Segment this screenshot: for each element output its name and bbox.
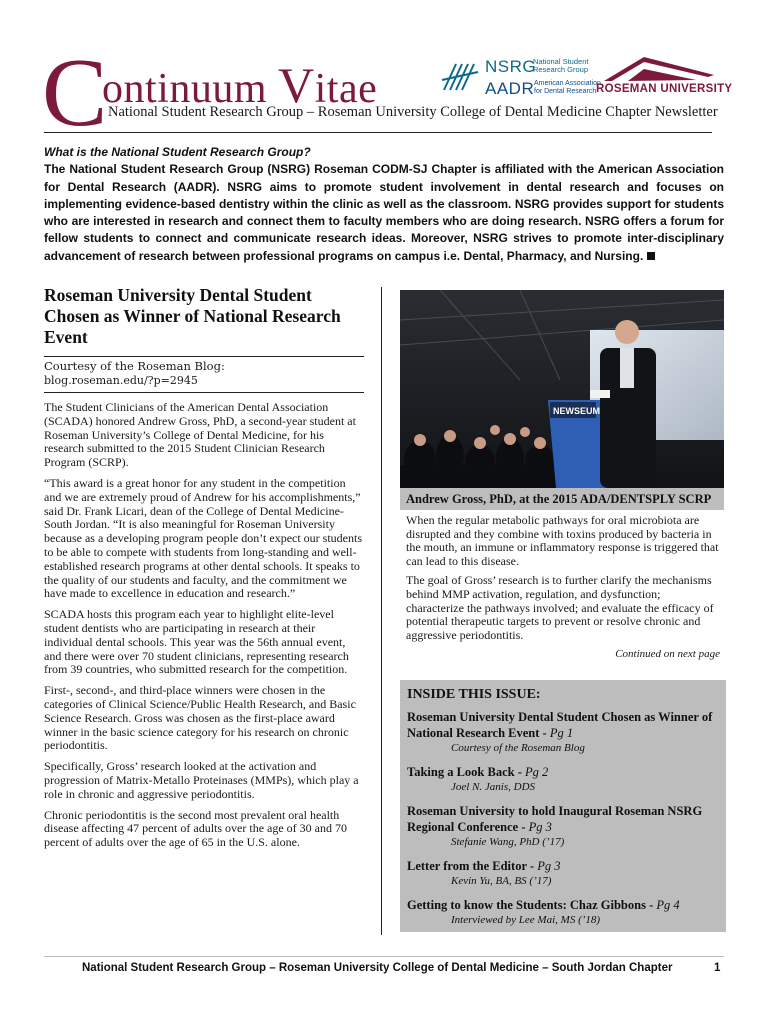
- article-paragraph: Chronic periodontitis is the second most prevalent oral health disease affecting 47 percent of adults over the age of 30 and 70 percent of adults over the age of 65 in the U.S. alone.: [44, 807, 347, 850]
- inside-this-issue-box: [400, 680, 726, 932]
- masthead: [40, 39, 733, 147]
- nsrg-logo-icon: [440, 60, 482, 94]
- article-paragraph: SCADA hosts this program each year to highlight elite-level student dentists who are participating in research at their individual dental schools. This year was the 56th annual event, and there were over 70 student clinicians, representing research from 39 countries, who submitted research for the competition.: [44, 607, 349, 677]
- toc-item[interactable]: Getting to know the Students: Chaz Gibbons - Pg 4 Interviewed by Lee Mai, MS (’18): [407, 897, 718, 927]
- toc-item-page: Pg 2: [525, 765, 549, 779]
- title-initial-c: C: [42, 39, 108, 147]
- article-left-column: [44, 285, 364, 857]
- article-right-column: [406, 514, 720, 660]
- article-paragraph: First-, second-, and third-place winners were chosen in the categories of Clinical Science/Public Health Research, and Basic Science Research. Gross was chosen as the first-place award winner in the basic science category for his research on chronic periodontitis.: [44, 683, 356, 753]
- toc-item-author: Courtesy of the Roseman Blog: [451, 742, 585, 754]
- intro-question: What is the National Student Research Group?: [44, 145, 311, 159]
- toc-item[interactable]: Roseman University Dental Student Chosen as Winner of National Research Event - Pg 1 Courtesy of the Roseman Blog: [407, 709, 718, 755]
- photo-caption: Andrew Gross, PhD, at the 2015 ADA/DENTSPLY SCRP: [400, 488, 724, 510]
- column-divider: [381, 287, 382, 935]
- headline-divider: [44, 356, 364, 357]
- aadr-logo-text: AADR: [485, 79, 535, 98]
- article-paragraph: Specifically, Gross’ research looked at the activation and progression of Matrix-Metallo Proteinases (MMPs), which play a role in chronic and aggressive periodontitis.: [44, 759, 359, 801]
- toc-item-title: Getting to know the Students: Chaz Gibbons: [407, 898, 646, 912]
- inside-title: INSIDE THIS ISSUE:: [407, 687, 541, 702]
- toc-item-title: Taking a Look Back: [407, 765, 515, 779]
- article-paragraph: The Student Clinicians of the American Dental Association (SCADA) honored Andrew Gross, PhD, a second-year student at Roseman University’s College of Dental Medicine, for his research submitted to the 2015 Student Clinician Research Program (SCRP).: [44, 400, 356, 470]
- toc-item[interactable]: Roseman University to hold Inaugural Roseman NSRG Regional Conference - Pg 3 Stefanie Wang, PhD (’17): [407, 803, 718, 849]
- nsrg-logo-text: NSRG: [485, 57, 537, 76]
- intro-section: [44, 144, 724, 265]
- toc-item-author: Kevin Yu, BA, BS (’17): [451, 875, 552, 887]
- toc-item-page: Pg 3: [528, 820, 552, 834]
- article-paragraph: The goal of Gross’ research is to further clarify the mechanisms behind MMP activation, regulation, and dysfunction; characterize the pathways involved; and evaluate the efficacy of potential therapeutic targets to prevent or resolve chronic and aggressive periodontitis.: [406, 573, 714, 642]
- footer-text: National Student Research Group – Roseman University College of Dental Medicine – South Jordan Chapter: [82, 962, 673, 974]
- nsrg-logo-subtext: National Student Research Group: [533, 57, 589, 74]
- roseman-logo-text: ROSEMAN UNIVERSITY: [596, 83, 733, 95]
- toc-item-author: Stefanie Wang, PhD (’17): [451, 836, 565, 848]
- continued-note: Continued on next page: [615, 648, 720, 661]
- toc-item-author: Joel N. Janis, DDS: [451, 781, 536, 793]
- courtesy-divider: [44, 392, 364, 393]
- newsletter-title: ontinuum Vitae: [102, 57, 378, 113]
- newsletter-subtitle: National Student Research Group – Roseman University College of Dental Medicine Chapter Newsletter: [108, 104, 718, 120]
- masthead-divider: [44, 132, 712, 133]
- page-number: 1: [714, 962, 721, 974]
- aadr-logo-subtext: American Association for Dental Research: [534, 80, 601, 95]
- article-courtesy: Courtesy of the Roseman Blog:: [44, 359, 225, 373]
- toc-item-title: Roseman University to hold Inaugural Roseman NSRG Regional Conference: [407, 804, 703, 834]
- end-mark-icon: [647, 252, 655, 260]
- toc-item-title: Letter from the Editor: [407, 859, 527, 873]
- toc-item-page: Pg 3: [537, 859, 561, 873]
- toc-item-page: Pg 4: [656, 898, 680, 912]
- article-paragraph: When the regular metabolic pathways for oral microbiota are disrupted and they combine with toxins produced by bacteria in the mouth, an immune or inflammatory response is triggered that can lead to this disease.: [406, 513, 719, 568]
- article-headline: Roseman University Dental Student Chosen as Winner of National Research Event: [44, 285, 341, 347]
- toc-item-title: Roseman University Dental Student Chosen as Winner of National Research Event: [407, 710, 713, 740]
- speaker-at-podium-photo: [400, 290, 724, 488]
- toc-item[interactable]: Letter from the Editor - Pg 3 Kevin Yu, BA, BS (’17): [407, 858, 718, 888]
- article-paragraph: “This award is a great honor for any student in the competition and we are extremely proud of Andrew for his accomplishments,” said Dr. Frank Licari, dean of the College of Dental Medicine-South Jordan. “It is also meaningful for Roseman University because as a developing program people don’t expect our students to be able to compete with students from long-standing and well-established research programs at other dental schools. It speaks to the quality of our students and faculty, and the commitment we have made to excellence in education and research.”: [44, 475, 363, 601]
- toc-item[interactable]: Taking a Look Back - Pg 2 Joel N. Janis, DDS: [407, 764, 718, 794]
- podium-sign: NEWSEUM: [553, 406, 600, 416]
- toc-item-author: Interviewed by Lee Mai, MS (’18): [451, 914, 601, 926]
- intro-body: The National Student Research Group (NSRG) Roseman CODM-SJ Chapter is affiliated with the American Association for Dental Research (AADR). NSRG aims to promote student involvement in dental research and focuses on implementing evidence-based dentistry within the clinic as well as the classroom. NSRG provides support for students who are interested in research and connect them to faculty members who are doing research. NSRG offers a forum for fellow students to connect and communicate research ideas. Moreover, NSRG strives to promote inter-disciplinary advancement of research between professional programs on campus i.e. Dental, Pharmacy, and Nursing.: [44, 162, 724, 263]
- article-photo: [400, 290, 724, 488]
- footer-divider: [44, 956, 724, 957]
- article-source-url: blog.roseman.edu/?p=2945: [44, 374, 198, 387]
- toc-item-page: Pg 1: [549, 726, 574, 740]
- roseman-roof-logo-icon: [600, 53, 718, 83]
